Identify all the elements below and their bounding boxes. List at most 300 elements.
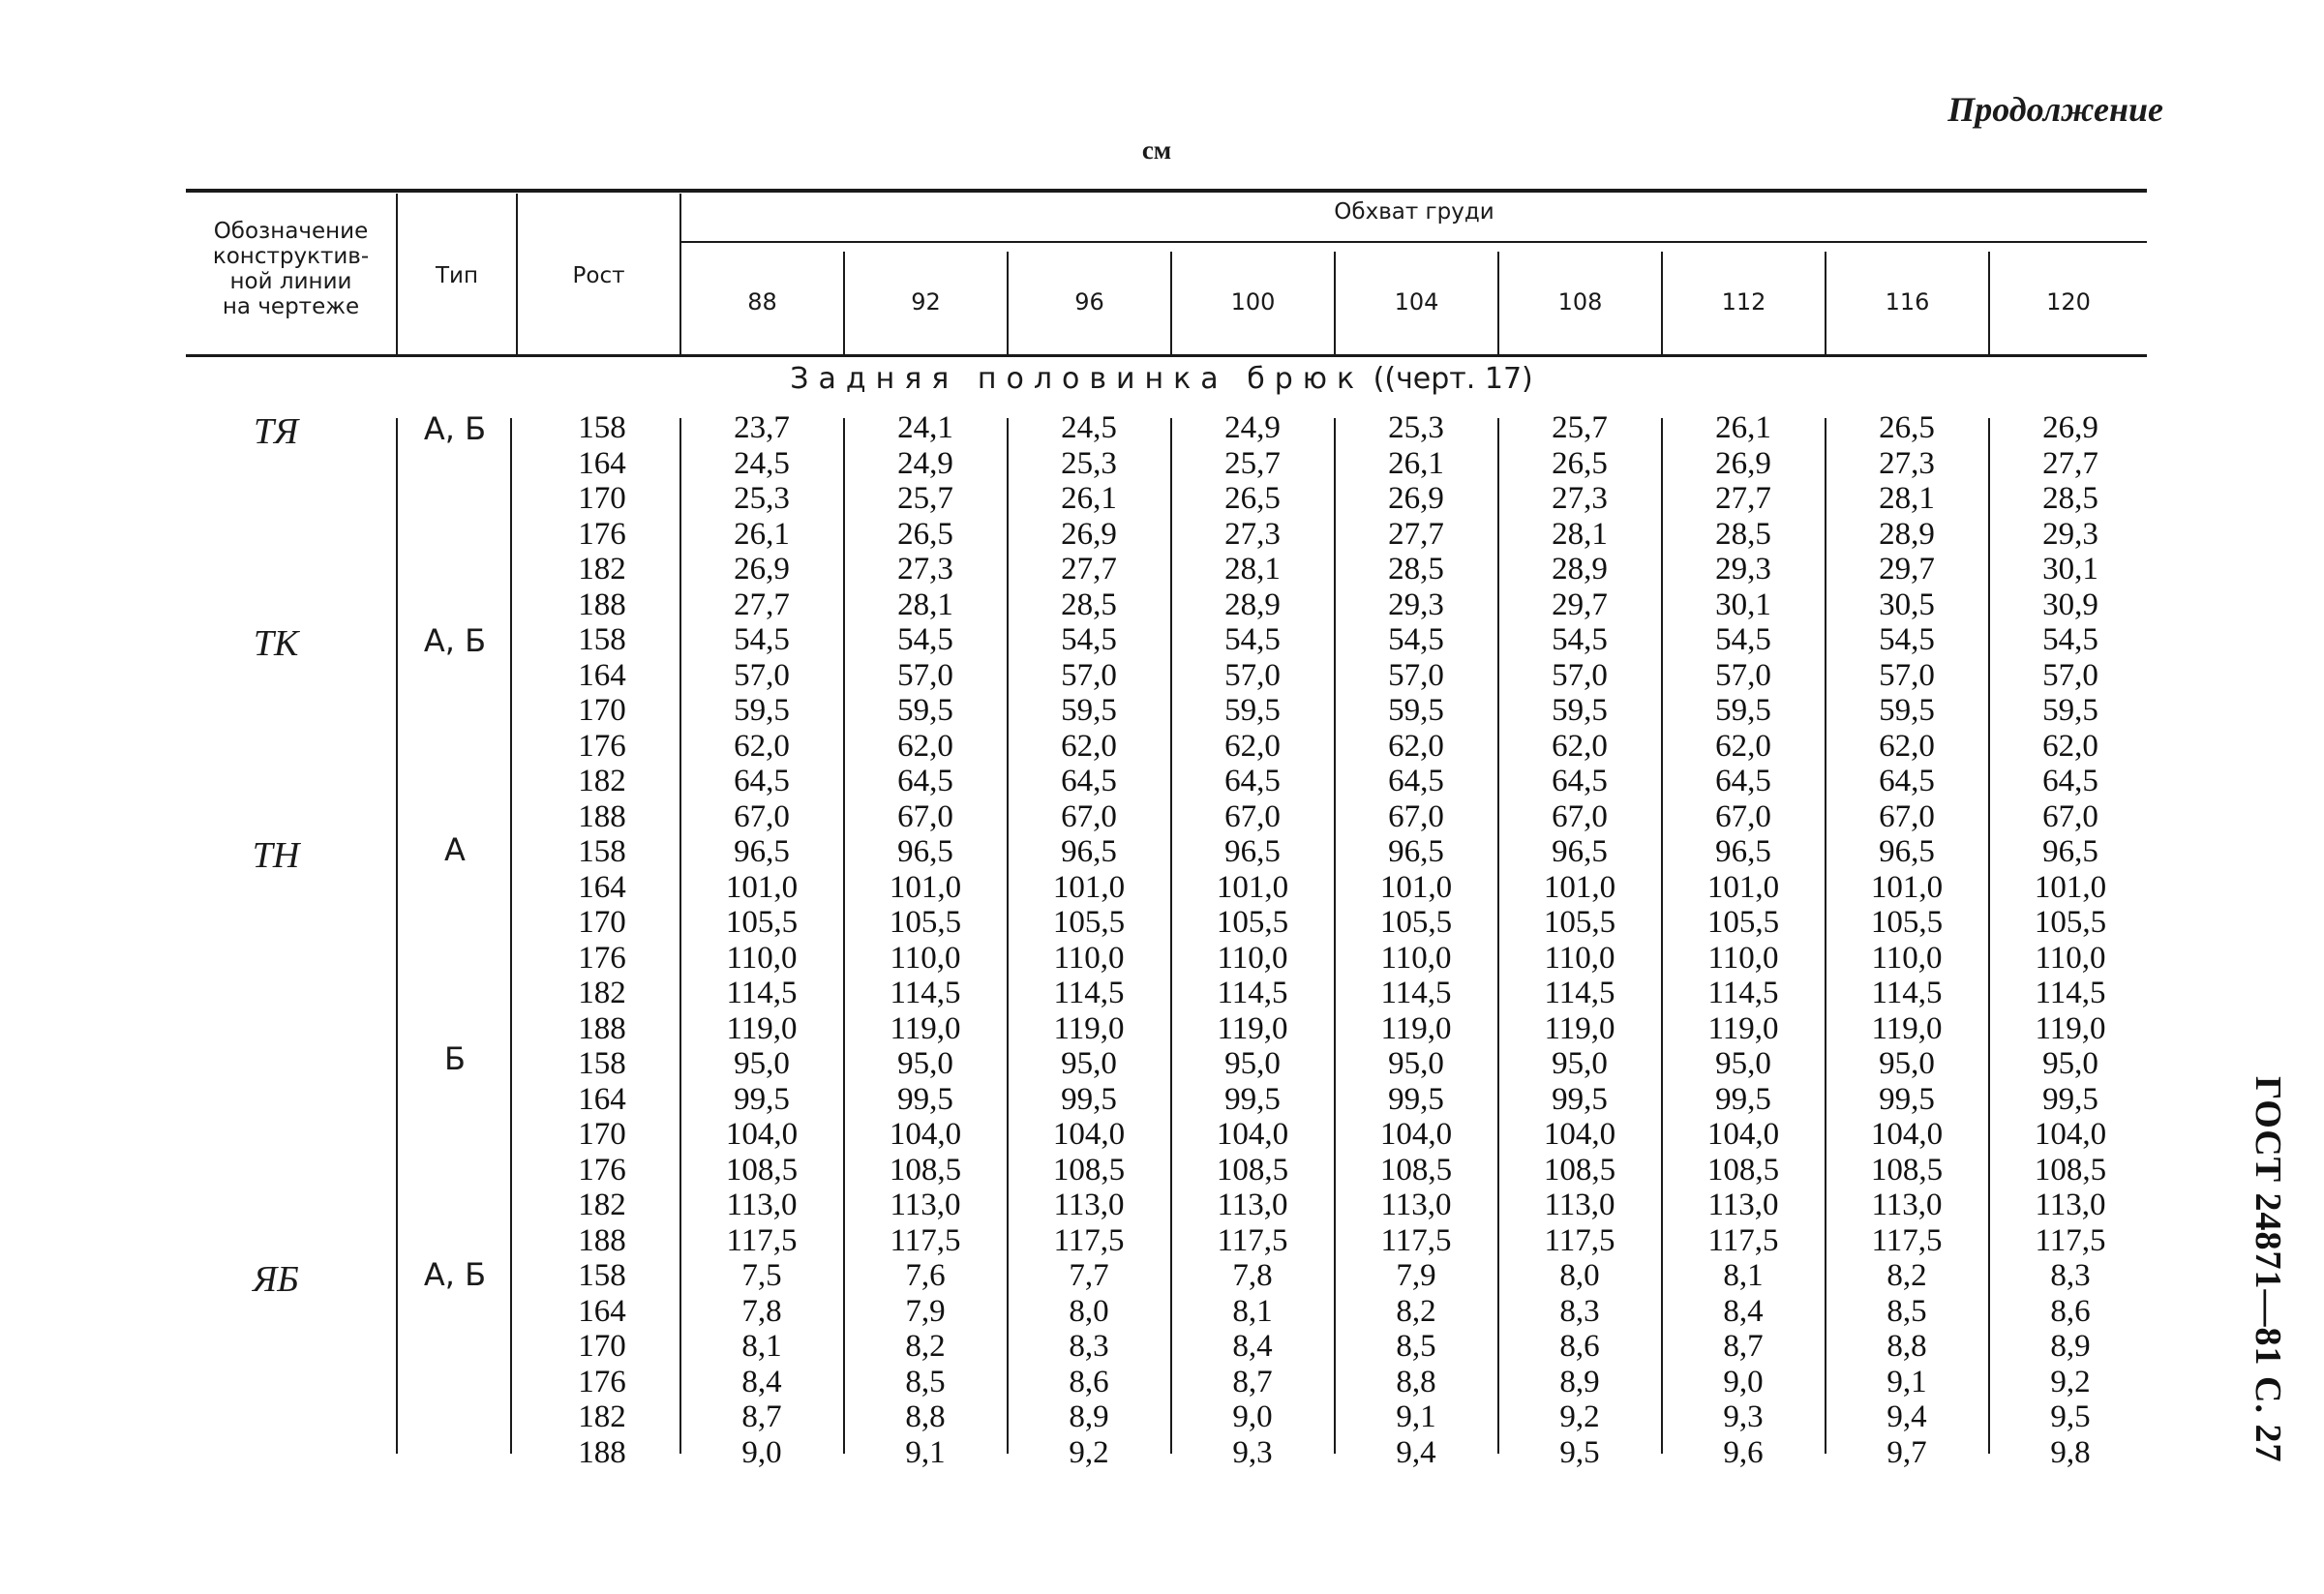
chest-size-header: 116 — [1885, 288, 1930, 316]
measurement-value: 24,1 — [897, 410, 953, 445]
measurement-value: 117,5 — [1217, 1222, 1288, 1258]
measurement-value: 9,2 — [2050, 1364, 2091, 1399]
chest-size-header: 104 — [1394, 288, 1439, 316]
measurement-value: 59,5 — [1879, 693, 1935, 728]
measurement-value: 9,6 — [1723, 1434, 1764, 1470]
measurement-value: 104,0 — [889, 1117, 962, 1152]
table-row — [0, 834, 2324, 870]
measurement-value: 110,0 — [726, 940, 798, 976]
measurement-value: 8,4 — [741, 1364, 782, 1399]
line-designation: ТК — [253, 623, 299, 664]
measurement-value: 26,9 — [1388, 481, 1444, 516]
designation-header: Обозначение конструктив- ной линии на чертеже — [212, 219, 370, 319]
height-value: 164 — [578, 445, 626, 481]
measurement-value: 54,5 — [1388, 622, 1444, 657]
measurement-value: 54,5 — [1879, 622, 1935, 657]
table-row — [0, 693, 2324, 729]
chest-size-header: 92 — [911, 288, 941, 316]
measurement-value: 28,9 — [1224, 586, 1281, 622]
measurement-value: 104,0 — [1870, 1117, 1944, 1152]
height-value: 182 — [578, 1399, 626, 1434]
figure-type: Б — [444, 1040, 466, 1077]
measurement-value: 8,0 — [1559, 1258, 1600, 1293]
measurement-value: 59,5 — [734, 693, 790, 728]
measurement-value: 59,5 — [1061, 693, 1117, 728]
measurement-value: 8,9 — [2050, 1329, 2091, 1364]
measurement-value: 119,0 — [890, 1010, 961, 1046]
table-row — [0, 1046, 2324, 1082]
height-header: Рост — [572, 263, 625, 288]
measurement-value: 9,0 — [1232, 1399, 1273, 1434]
measurement-value: 29,3 — [1388, 586, 1444, 622]
measurement-value: 117,5 — [890, 1222, 961, 1258]
measurement-value: 95,0 — [1715, 1046, 1771, 1081]
measurement-value: 27,3 — [1224, 516, 1281, 552]
table-top-rule — [186, 189, 2147, 193]
measurement-value: 113,0 — [726, 1188, 798, 1222]
measurement-value: 28,1 — [1879, 481, 1935, 516]
line-designation: ЯБ — [253, 1259, 299, 1300]
measurement-value: 104,0 — [1706, 1117, 1780, 1152]
measurement-value: 117,5 — [2035, 1222, 2106, 1258]
measurement-value: 99,5 — [1388, 1081, 1444, 1117]
measurement-value: 57,0 — [1552, 657, 1608, 693]
line-designation: ТЯ — [253, 411, 299, 452]
measurement-value: 57,0 — [1388, 657, 1444, 693]
measurement-value: 110,0 — [1217, 940, 1288, 976]
measurement-value: 119,0 — [726, 1010, 798, 1046]
table-row — [0, 481, 2324, 517]
measurement-value: 96,5 — [1715, 834, 1771, 869]
measurement-value: 26,1 — [734, 516, 790, 552]
measurement-value: 62,0 — [1388, 728, 1444, 764]
height-value: 170 — [578, 1117, 626, 1152]
measurement-value: 104,0 — [725, 1117, 799, 1152]
measurement-value: 64,5 — [1061, 764, 1117, 798]
measurement-value: 108,5 — [1216, 1152, 1289, 1188]
table-row — [0, 622, 2324, 658]
measurement-value: 114,5 — [1544, 976, 1615, 1010]
measurement-value: 27,7 — [734, 586, 790, 622]
measurement-value: 24,5 — [734, 445, 790, 481]
measurement-value: 119,0 — [1544, 1010, 1615, 1046]
measurement-value: 95,0 — [1224, 1046, 1281, 1081]
measurement-value: 59,5 — [2042, 693, 2098, 728]
measurement-value: 26,9 — [2042, 410, 2098, 445]
height-value: 164 — [578, 869, 626, 905]
table-row — [0, 1365, 2324, 1400]
measurement-value: 8,3 — [2050, 1258, 2091, 1293]
measurement-value: 27,7 — [1388, 516, 1444, 552]
measurement-value: 105,5 — [2034, 905, 2107, 940]
measurement-value: 28,1 — [1224, 552, 1281, 586]
measurement-value: 96,5 — [2042, 834, 2098, 869]
measurement-value: 57,0 — [1715, 657, 1771, 693]
measurement-value: 29,7 — [1879, 552, 1935, 586]
measurement-value: 62,0 — [1061, 728, 1117, 764]
measurement-value: 105,5 — [1379, 905, 1453, 940]
height-value: 170 — [578, 481, 626, 516]
measurement-value: 8,2 — [1396, 1293, 1436, 1329]
measurement-value: 8,9 — [1559, 1364, 1600, 1399]
measurement-value: 113,0 — [1871, 1188, 1943, 1222]
measurement-value: 117,5 — [1380, 1222, 1452, 1258]
measurement-value: 57,0 — [2042, 657, 2098, 693]
height-value: 188 — [578, 1222, 626, 1258]
measurement-value: 9,7 — [1886, 1434, 1927, 1470]
measurement-value: 54,5 — [1715, 622, 1771, 657]
measurement-value: 8,4 — [1232, 1329, 1273, 1364]
chest-size-header: 112 — [1721, 288, 1766, 316]
section-title-reference: ((черт. 17) — [1373, 362, 1533, 396]
measurement-value: 108,5 — [2034, 1152, 2107, 1188]
height-value: 188 — [578, 586, 626, 622]
measurement-value: 64,5 — [897, 764, 953, 798]
measurement-value: 105,5 — [725, 905, 799, 940]
table-row — [0, 1011, 2324, 1047]
measurement-value: 101,0 — [1870, 869, 1944, 905]
measurement-value: 28,1 — [897, 586, 953, 622]
measurement-value: 110,0 — [1871, 940, 1943, 976]
height-value: 182 — [578, 976, 626, 1010]
chest-size-header: 88 — [747, 288, 777, 316]
measurement-value: 117,5 — [1053, 1222, 1125, 1258]
measurement-value: 8,7 — [1723, 1329, 1764, 1364]
measurement-value: 54,5 — [2042, 622, 2098, 657]
measurement-value: 9,0 — [741, 1434, 782, 1470]
measurement-value: 117,5 — [726, 1222, 798, 1258]
measurement-value: 59,5 — [897, 693, 953, 728]
figure-type: А, Б — [423, 622, 487, 659]
measurement-value: 108,5 — [725, 1152, 799, 1188]
measurement-value: 59,5 — [1224, 693, 1281, 728]
measurement-value: 96,5 — [1388, 834, 1444, 869]
measurement-value: 64,5 — [2042, 764, 2098, 798]
measurement-value: 57,0 — [1224, 657, 1281, 693]
measurement-value: 27,3 — [897, 552, 953, 586]
measurement-value: 8,5 — [905, 1364, 946, 1399]
measurement-value: 117,5 — [1707, 1222, 1779, 1258]
measurement-value: 101,0 — [2034, 869, 2107, 905]
table-row — [0, 764, 2324, 799]
measurement-value: 26,9 — [1061, 516, 1117, 552]
measurement-value: 28,5 — [1388, 552, 1444, 586]
measurement-value: 25,3 — [1388, 410, 1444, 445]
chest-size-header: 100 — [1230, 288, 1276, 316]
measurement-value: 101,0 — [1379, 869, 1453, 905]
measurement-value: 25,7 — [1552, 410, 1608, 445]
measurement-value: 64,5 — [734, 764, 790, 798]
measurement-value: 110,0 — [1380, 940, 1452, 976]
measurement-value: 57,0 — [1061, 657, 1117, 693]
measurement-value: 108,5 — [1379, 1152, 1453, 1188]
table-row — [0, 410, 2324, 446]
measurement-value: 110,0 — [2035, 940, 2106, 976]
measurement-value: 105,5 — [1052, 905, 1126, 940]
height-value: 176 — [578, 728, 626, 764]
measurement-value: 119,0 — [1871, 1010, 1943, 1046]
measurement-value: 8,3 — [1559, 1293, 1600, 1329]
height-value: 170 — [578, 905, 626, 940]
measurement-value: 28,1 — [1552, 516, 1608, 552]
measurement-value: 67,0 — [2042, 798, 2098, 834]
height-value: 182 — [578, 1188, 626, 1222]
measurement-value: 99,5 — [2042, 1081, 2098, 1117]
measurement-value: 105,5 — [1870, 905, 1944, 940]
measurement-value: 24,9 — [1224, 410, 1281, 445]
measurement-value: 108,5 — [889, 1152, 962, 1188]
measurement-value: 27,3 — [1879, 445, 1935, 481]
measurement-value: 67,0 — [1224, 798, 1281, 834]
measurement-value: 114,5 — [890, 976, 961, 1010]
table-row — [0, 1117, 2324, 1153]
measurement-value: 96,5 — [734, 834, 790, 869]
measurement-value: 26,1 — [1061, 481, 1117, 516]
measurement-value: 104,0 — [1216, 1117, 1289, 1152]
measurement-value: 25,3 — [734, 481, 790, 516]
measurement-value: 117,5 — [1871, 1222, 1943, 1258]
table-row — [0, 729, 2324, 765]
measurement-value: 9,5 — [2050, 1399, 2091, 1434]
measurement-value: 24,9 — [897, 445, 953, 481]
table-row — [0, 1294, 2324, 1330]
measurement-value: 28,9 — [1879, 516, 1935, 552]
measurement-value: 26,9 — [1715, 445, 1771, 481]
measurement-value: 96,5 — [897, 834, 953, 869]
measurement-value: 101,0 — [725, 869, 799, 905]
measurement-value: 110,0 — [890, 940, 961, 976]
measurement-value: 95,0 — [2042, 1046, 2098, 1081]
height-value: 188 — [578, 1010, 626, 1046]
measurement-value: 119,0 — [1707, 1010, 1779, 1046]
measurement-value: 23,7 — [734, 410, 790, 445]
measurement-value: 30,5 — [1879, 586, 1935, 622]
measurement-value: 59,5 — [1388, 693, 1444, 728]
standard-page-number: ГОСТ 24871—81 С. 27 — [2248, 1076, 2288, 1463]
measurement-value: 8,3 — [1069, 1329, 1109, 1364]
measurement-value: 113,0 — [890, 1188, 961, 1222]
measurement-value: 59,5 — [1715, 693, 1771, 728]
measurement-value: 62,0 — [1879, 728, 1935, 764]
measurement-value: 30,1 — [1715, 586, 1771, 622]
height-value: 188 — [578, 1434, 626, 1470]
measurement-value: 67,0 — [1879, 798, 1935, 834]
height-value: 164 — [578, 1293, 626, 1329]
section-title — [678, 362, 1645, 396]
measurement-value: 113,0 — [1380, 1188, 1452, 1222]
measurement-value: 114,5 — [1707, 976, 1779, 1010]
table-row — [0, 1399, 2324, 1435]
measurement-value: 101,0 — [889, 869, 962, 905]
measurement-value: 114,5 — [1380, 976, 1452, 1010]
measurement-value: 8,8 — [1886, 1329, 1927, 1364]
height-value: 176 — [578, 1152, 626, 1188]
measurement-value: 25,7 — [897, 481, 953, 516]
chest-group-rule — [680, 241, 2147, 243]
measurement-value: 113,0 — [1544, 1188, 1615, 1222]
measurement-value: 95,0 — [897, 1046, 953, 1081]
measurement-value: 8,7 — [1232, 1364, 1273, 1399]
line-designation: ТН — [252, 835, 300, 876]
measurement-value: 113,0 — [1217, 1188, 1288, 1222]
height-value: 164 — [578, 657, 626, 693]
measurement-value: 54,5 — [897, 622, 953, 657]
figure-type: А — [444, 831, 466, 868]
height-value: 176 — [578, 516, 626, 552]
measurement-value: 67,0 — [1388, 798, 1444, 834]
measurement-value: 99,5 — [1061, 1081, 1117, 1117]
table-row — [0, 1223, 2324, 1259]
measurement-value: 9,1 — [1396, 1399, 1436, 1434]
measurement-value: 110,0 — [1053, 940, 1125, 976]
measurement-value: 9,5 — [1559, 1434, 1600, 1470]
table-row — [0, 976, 2324, 1011]
measurement-value: 7,6 — [905, 1258, 946, 1293]
table-row — [0, 1153, 2324, 1188]
measurement-value: 108,5 — [1706, 1152, 1780, 1188]
measurement-value: 67,0 — [1715, 798, 1771, 834]
measurement-value: 54,5 — [734, 622, 790, 657]
measurement-value: 105,5 — [1543, 905, 1616, 940]
measurement-value: 26,5 — [897, 516, 953, 552]
measurement-value: 26,5 — [1552, 445, 1608, 481]
measurement-value: 57,0 — [1879, 657, 1935, 693]
measurement-value: 96,5 — [1061, 834, 1117, 869]
measurement-value: 114,5 — [2035, 976, 2106, 1010]
measurement-value: 8,5 — [1886, 1293, 1927, 1329]
measurement-value: 108,5 — [1052, 1152, 1126, 1188]
measurement-value: 64,5 — [1388, 764, 1444, 798]
measurement-value: 105,5 — [1706, 905, 1780, 940]
measurement-value: 99,5 — [1224, 1081, 1281, 1117]
table-row — [0, 870, 2324, 906]
measurement-value: 110,0 — [1707, 940, 1779, 976]
height-value: 158 — [578, 622, 626, 657]
height-value: 182 — [578, 552, 626, 586]
measurement-value: 57,0 — [897, 657, 953, 693]
height-value: 158 — [578, 1258, 626, 1293]
measurement-value: 28,5 — [2042, 481, 2098, 516]
measurement-value: 8,1 — [1232, 1293, 1273, 1329]
table-body — [0, 410, 2324, 1470]
measurement-value: 62,0 — [897, 728, 953, 764]
measurement-value: 95,0 — [1388, 1046, 1444, 1081]
chest-size-header: 96 — [1074, 288, 1104, 316]
table-row — [0, 1188, 2324, 1223]
section-title-text: Задняя половинка брюк — [790, 362, 1365, 396]
measurement-value: 99,5 — [1552, 1081, 1608, 1117]
table-row — [0, 1258, 2324, 1294]
measurement-value: 62,0 — [1715, 728, 1771, 764]
measurement-value: 95,0 — [1061, 1046, 1117, 1081]
measurement-value: 29,3 — [2042, 516, 2098, 552]
measurement-value: 104,0 — [1543, 1117, 1616, 1152]
measurement-value: 62,0 — [1224, 728, 1281, 764]
measurement-value: 8,8 — [1396, 1364, 1436, 1399]
measurement-value: 27,7 — [1061, 552, 1117, 586]
units-label: см — [1141, 135, 1172, 165]
measurement-value: 101,0 — [1706, 869, 1780, 905]
measurement-value: 95,0 — [1552, 1046, 1608, 1081]
measurement-value: 30,9 — [2042, 586, 2098, 622]
measurement-value: 27,7 — [2042, 445, 2098, 481]
measurement-value: 30,1 — [2042, 552, 2098, 586]
measurement-value: 7,5 — [741, 1258, 782, 1293]
measurement-value: 9,2 — [1069, 1434, 1109, 1470]
measurement-value: 28,9 — [1552, 552, 1608, 586]
measurement-value: 99,5 — [1879, 1081, 1935, 1117]
table-row — [0, 517, 2324, 553]
measurement-value: 101,0 — [1543, 869, 1616, 905]
height-value: 158 — [578, 410, 626, 445]
chest-girth-header: Обхват груди — [1334, 199, 1494, 225]
height-value: 176 — [578, 1364, 626, 1399]
measurement-value: 113,0 — [1053, 1188, 1125, 1222]
measurement-value: 64,5 — [1552, 764, 1608, 798]
measurement-value: 114,5 — [1053, 976, 1125, 1010]
measurement-value: 114,5 — [1871, 976, 1943, 1010]
table-row — [0, 587, 2324, 623]
measurement-value: 113,0 — [2035, 1188, 2106, 1222]
measurement-value: 25,3 — [1061, 445, 1117, 481]
height-value: 164 — [578, 1081, 626, 1117]
table-row — [0, 446, 2324, 482]
measurement-value: 67,0 — [1061, 798, 1117, 834]
measurement-value: 25,7 — [1224, 445, 1281, 481]
measurement-value: 99,5 — [734, 1081, 790, 1117]
measurement-value: 113,0 — [1707, 1188, 1779, 1222]
measurement-value: 108,5 — [1543, 1152, 1616, 1188]
measurement-value: 96,5 — [1224, 834, 1281, 869]
measurement-value: 7,9 — [905, 1293, 946, 1329]
measurement-value: 67,0 — [1552, 798, 1608, 834]
measurement-value: 8,6 — [2050, 1293, 2091, 1329]
measurement-value: 9,4 — [1886, 1399, 1927, 1434]
measurement-value: 96,5 — [1879, 834, 1935, 869]
measurement-value: 64,5 — [1879, 764, 1935, 798]
measurement-value: 101,0 — [1216, 869, 1289, 905]
measurement-value: 26,5 — [1224, 481, 1281, 516]
measurement-value: 114,5 — [726, 976, 798, 1010]
measurement-value: 96,5 — [1552, 834, 1608, 869]
measurement-value: 57,0 — [734, 657, 790, 693]
measurement-value: 64,5 — [1715, 764, 1771, 798]
measurement-value: 27,7 — [1715, 481, 1771, 516]
measurement-value: 8,2 — [1886, 1258, 1927, 1293]
measurement-value: 105,5 — [1216, 905, 1289, 940]
measurement-value: 62,0 — [1552, 728, 1608, 764]
measurement-value: 7,9 — [1396, 1258, 1436, 1293]
measurement-value: 101,0 — [1052, 869, 1126, 905]
measurement-value: 29,7 — [1552, 586, 1608, 622]
measurement-value: 67,0 — [734, 798, 790, 834]
measurement-value: 95,0 — [734, 1046, 790, 1081]
measurement-value: 119,0 — [2035, 1010, 2106, 1046]
continuation-label: Продолжение — [1947, 90, 2163, 129]
measurement-value: 9,0 — [1723, 1364, 1764, 1399]
measurement-value: 9,2 — [1559, 1399, 1600, 1434]
measurement-value: 99,5 — [897, 1081, 953, 1117]
measurement-value: 24,5 — [1061, 410, 1117, 445]
table-row — [0, 1329, 2324, 1365]
measurement-value: 9,1 — [1886, 1364, 1927, 1399]
measurement-value: 26,5 — [1879, 410, 1935, 445]
measurement-value: 64,5 — [1224, 764, 1281, 798]
measurement-value: 54,5 — [1061, 622, 1117, 657]
measurement-value: 59,5 — [1552, 693, 1608, 728]
measurement-value: 8,1 — [741, 1329, 782, 1364]
measurement-value: 8,8 — [905, 1399, 946, 1434]
